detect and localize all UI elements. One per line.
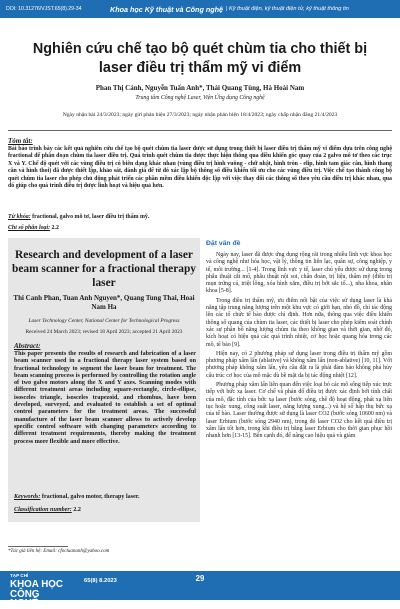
en-classification (14, 507, 196, 513)
intro-paragraph: Hiện nay, có 2 phương pháp sử dụng laser trong điều trị thẩm mỹ gồm phương pháp xâm lấn (ablative) và không xâm lấn (non-ablative) [10, 11]. Với phương pháp không xâm lấn, yêu cầu đặt ra là phải đảm bảo không phá hủy cấu trúc cơ học của mô mặc dù bề mặt da bị tác động nhiệt [12]. (206, 350, 392, 379)
en-abstract-label: Abstract: (14, 342, 41, 350)
en-dates: Received 24 March 2023; revised 18 April 2023; accepted 21 April 2023 (25, 329, 183, 335)
en-keywords-text: fractional, galvo motor, therapy laser. (40, 494, 140, 500)
vi-affiliation: Trung tâm Công nghệ Laser, Viện Ứng dụng Công nghệ (135, 95, 265, 101)
vi-title: Nghiên cứu chế tạo bộ quét chùm tia cho thiết bị laser điều trị thẩm mỹ vi điểm (32, 41, 368, 76)
logo-line1: TẠP CHÍ (10, 573, 29, 578)
vi-keywords-label: Từ khóa: (8, 214, 31, 220)
en-affiliation: Laser Technology Center, National Center for Technological Progress (28, 318, 180, 324)
en-classification-value: 2.2 (71, 507, 81, 513)
en-keywords-label: Keywords: (14, 494, 41, 500)
vi-keywords (8, 214, 392, 220)
journal-header (0, 0, 400, 18)
journal-subtitle: | Kỹ thuật điện, kỹ thuật điện tử, kỹ thuật thông tin (226, 6, 349, 12)
vi-dates: Ngày nhận bài 24/3/2023; ngày gửi phản biện 27/3/2023; ngày nhận phản biện 18/4/2023; ngày chấp nhận đăng 21/4/2023 (62, 112, 338, 118)
intro-body (206, 252, 392, 442)
divider (8, 130, 392, 131)
journal-name: Khoa học Kỹ thuật và Công nghệ (110, 4, 224, 14)
intro-paragraph: Trong điều trị thẩm mỹ, ưu điểm nổi bật của việc sử dụng laser là khả năng tập trung năng lượng trên một khu vực có giới hạn, nhỏ đồ, chỉ tác động lên các tổ chức tế bào được chỉ định. Hơn nữa, thông qua việc điều khiển thông số quang của chùm tia laser, các thiết bị laser cho phép kiểm soát chính xác sự phân bố năng lượng chùm tia theo không gian và thời gian, nhờ đó, kích hoạt có hiệu quả các quá trình nhiệt, cơ học hoặc quang hóa trong các mô, tế bào [9]. (206, 297, 392, 348)
section-heading: Đặt vấn đề (206, 240, 241, 247)
en-keywords (14, 494, 196, 500)
en-classification-label: Classification number: (14, 507, 72, 513)
doi[interactable]: DOI: 10.31276/VJST.65(8).29-34 (6, 6, 82, 12)
vi-abstract-label: Tóm tắt: (8, 137, 33, 145)
issue-number: 65(8) 8.2023 (84, 578, 117, 584)
en-authors: Thi Canh Phan, Tuan Anh Nguyen*, Quang Tung Thai, Hoai Nam Ha (13, 294, 195, 311)
intro-paragraph: Phương pháp xâm lấn liên quan đến việc loại bỏ các mô sống tiếp xúc trực tiếp với bức xạ laser. Cơ chế và phản đổ điều trị được xác định bởi tính chất của mô, đặc tính của bức xạ laser (bước sóng, chế độ hoạt động, phát xạ liên tục hoặc xung, công suất laser, năng lượng xung...) và hệ số hấp thụ bức xạ của tế bào. Laser thường được sử dụng là laser CO2 (bước sóng 10600 nm) và laser Erbium (bước sóng 2940 nm), trong đó laser CO2 cho kết quả điều trị xâm lấn tốt hơn, trong khi điều trị bằng laser Erbium cho thời gian phục hồi nhanh hơn [13-15]. Bên cạnh đó, để nâng cao hiệu quả và giảm (206, 382, 392, 440)
logo-line3: CÔNG NGHỆ (10, 589, 40, 609)
intro-paragraph: Ngày nay, laser đã được ứng dụng rộng rãi trong nhiều lĩnh vực khoa học và công nghệ như hóa học, vật lý, thông tin liên lạc, quân sự, công nghiệp, y tế, môi trường... [1-4]. Trong lĩnh vực y tế, laser chủ yếu được sử dụng trong phẫu thuật cắt mổ, phẫu thuật nội soi, chẩn đoán, trị liệu, thẩm mỹ (điều trị mụn trứng cá, triệt lông, xóa hình xăm, điều trị bớt sắc tố...), nha khoa, nhãn khoa [5-8]. (206, 252, 392, 295)
vi-abstract: Bài báo trình bày các kết quả nghiên cứu chế tạo bộ quét chùm tia laser được sử dụng trong thiết bị laser điều trị thẩm mỹ vi điểm dựa trên công nghệ fractional để phân đoạn chùm tia laser điều trị. Quá trình quét chùm tia được thực hiện thông qua điều khiển góc quay của 2 galvo mô tơ theo các trục X và Y. Chế độ quét với các vùng điều trị có biên dạng khác nhau (vùng điều trị hình vuông - chữ nhật, hình tròn - elip, hình tam giác cân, hình thang cân và hình thoi) đã được thiết lập, khảo sát, đánh giá để từ đó xác lập bộ thông số điều khiển tối ưu cho các vùng điều trị. Việc chế tạo thành công bộ quét chùm tia laser cho phép chủ động phát triển các phần mềm điều khiển độc lập với việc thay đổi các thông số theo yêu cầu điều trị khác nhau, qua đó giúp cho quá trình điều trị được linh hoạt và hiệu quả hơn. (8, 146, 392, 190)
journal-logo (10, 572, 66, 609)
vi-keywords-text: fractional, galvo mô tơ, laser điều trị thẩm mỹ. (30, 214, 150, 220)
corresponding-author-footnote: *Tác giả liên hệ: Email: cfoctuananh@yahoo.com (8, 549, 110, 554)
vi-classification-value: 2.2 (50, 225, 59, 231)
vi-authors: Phan Thị Cảnh, Nguyễn Tuấn Anh*, Thái Quang Tùng, Hà Hoài Nam (95, 84, 305, 92)
en-abstract: This paper presents the results of research and fabrication of a laser beam scanner used in a fractional therapy laser system based on fractional technology to segment the laser beam for treatment. The beam scanning process is performed by controlling the rotation angle of two galvo motors along the X and Y axes. Scanning modes with different treatment areas including square-rectangle, circle-ellipse, isosceles triangle, isosceles trapezoid, and rhombus, have been developed, surveyed, and evaluated to establish a set of optimal control parameters for the treatment areas. The successful manufacture of the laser beam scanner allows to actively develop specific control software with changing parameters according to different treatment requirements, thereby making the treatment process more flexible and more effective. (14, 351, 196, 445)
en-title: Research and development of a laser beam scanner for a fractional therapy laser (11, 249, 197, 289)
logo-line2: KHOA HỌC (10, 579, 63, 590)
page-number: 29 (195, 574, 205, 583)
footnote-divider (8, 546, 68, 547)
vi-classification (8, 225, 59, 231)
vi-classification-label: Chỉ số phân loại: (8, 225, 51, 231)
